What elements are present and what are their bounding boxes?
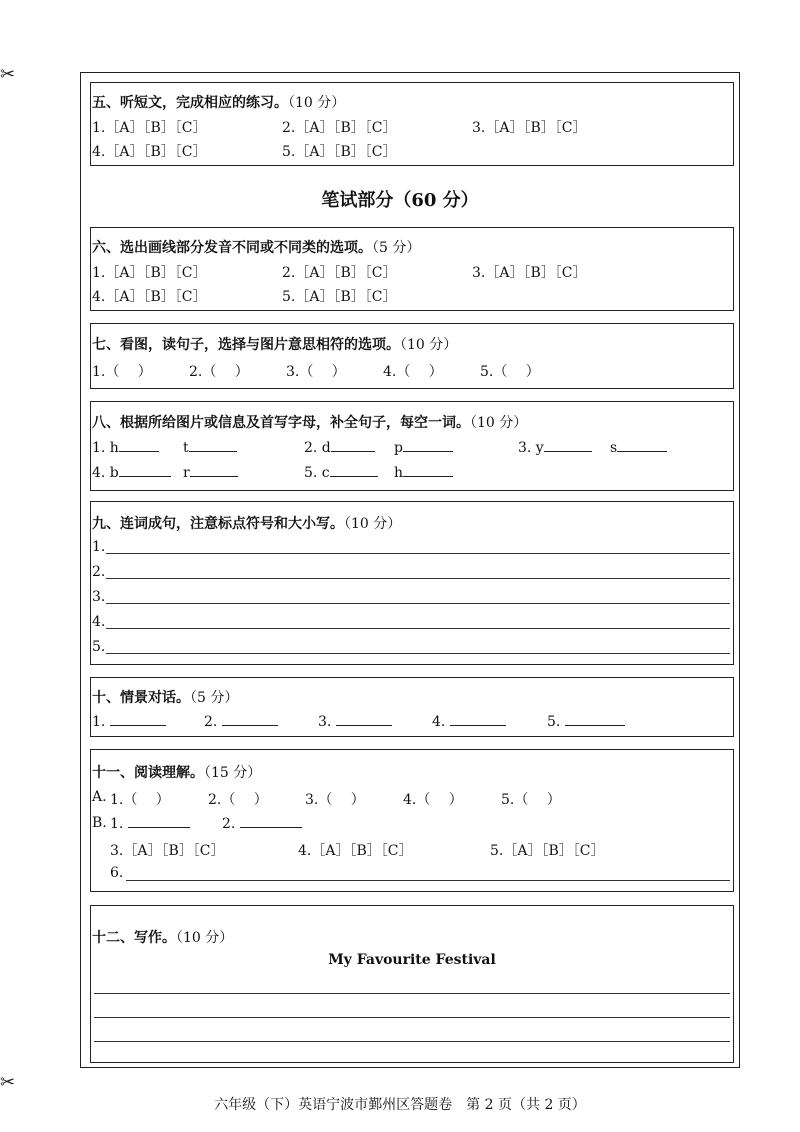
s10-blank-2[interactable]: 2. <box>204 713 278 730</box>
s8-blank-5[interactable]: 3. y <box>518 439 592 456</box>
s10-blank-3[interactable]: 3. <box>318 713 392 730</box>
s10-blank-4[interactable]: 4. <box>432 713 506 730</box>
s11-q6-answer-line[interactable] <box>126 880 730 881</box>
s9-line-label-5: 5. <box>92 639 106 655</box>
s5-item-4[interactable]: 4.［A］［B］［C］ <box>92 144 207 160</box>
s9-line-label-3: 3. <box>92 589 106 605</box>
s5-item-1[interactable]: 1.［A］［B］［C］ <box>92 120 207 136</box>
s9-answer-line-5[interactable] <box>106 653 730 654</box>
s7-item-1[interactable]: 1.（ ） <box>92 364 152 380</box>
s11-a-item-1[interactable]: 1.（ ） <box>110 792 170 808</box>
s7-item-2[interactable]: 2.（ ） <box>189 364 249 380</box>
s9-line-label-2: 2. <box>92 564 106 580</box>
essay-line-1[interactable] <box>94 993 730 994</box>
essay-line-2[interactable] <box>94 1017 730 1018</box>
section-11-title: 十一、阅读理解。（15 分） <box>92 765 262 781</box>
s10-blank-1[interactable]: 1. <box>92 713 166 730</box>
s11-a-item-4[interactable]: 4.（ ） <box>403 792 463 808</box>
s7-item-4[interactable]: 4.（ ） <box>383 364 443 380</box>
s8-blank-8[interactable]: r <box>183 464 238 481</box>
essay-line-3[interactable] <box>94 1041 730 1042</box>
s6-item-5[interactable]: 5.［A］［B］［C］ <box>282 289 397 305</box>
s8-blank-10[interactable]: h <box>394 464 453 481</box>
s11-c-item-5[interactable]: 5.［A］［B］［C］ <box>490 843 605 859</box>
s7-item-5[interactable]: 5.（ ） <box>480 364 540 380</box>
s8-blank-4[interactable]: p <box>394 439 453 456</box>
s9-answer-line-4[interactable] <box>106 628 730 629</box>
s8-blank-7[interactable]: 4. b <box>92 464 171 481</box>
s11-b-blank-2[interactable]: 2. <box>222 815 302 832</box>
section-10-box <box>90 677 734 737</box>
s8-blank-1[interactable]: 1. h <box>92 439 159 456</box>
section-7-title: 七、看图，读句子，选择与图片意思相符的选项。（10 分） <box>92 337 458 353</box>
s8-blank-2[interactable]: t <box>183 439 237 456</box>
s8-blank-3[interactable]: 2. d <box>304 439 375 456</box>
s9-answer-line-1[interactable] <box>106 553 730 554</box>
s5-item-5[interactable]: 5.［A］［B］［C］ <box>282 144 397 160</box>
page-footer: 六年级（下）英语宁波市鄞州区答题卷 第 2 页（共 2 页） <box>214 1097 586 1113</box>
s11-b-label: B. <box>92 815 107 831</box>
essay-title: My Favourite Festival <box>328 952 496 968</box>
s9-line-label-1: 1. <box>92 539 106 555</box>
section-9-title: 九、连词成句，注意标点符号和大小写。（10 分） <box>92 516 402 532</box>
scissors-icon-bottom: ✂ <box>0 1072 16 1093</box>
written-part-title: 笔试部分（60 分） <box>321 190 479 211</box>
s9-line-label-4: 4. <box>92 614 106 630</box>
s10-blank-5[interactable]: 5. <box>547 713 625 730</box>
s11-a-label: A. <box>92 789 107 805</box>
section-6-title: 六、选出画线部分发音不同或不同类的选项。（5 分） <box>92 240 421 256</box>
s5-item-2[interactable]: 2.［A］［B］［C］ <box>282 120 397 136</box>
s5-item-3[interactable]: 3.［A］［B］［C］ <box>472 120 587 136</box>
scissors-icon-top: ✂ <box>0 64 16 85</box>
section-12-title: 十二、写作。（10 分） <box>92 930 234 946</box>
s11-a-item-3[interactable]: 3.（ ） <box>305 792 365 808</box>
s11-a-item-2[interactable]: 2.（ ） <box>208 792 268 808</box>
s7-item-3[interactable]: 3.（ ） <box>286 364 346 380</box>
s6-item-4[interactable]: 4.［A］［B］［C］ <box>92 289 207 305</box>
s6-item-1[interactable]: 1.［A］［B］［C］ <box>92 265 207 281</box>
section-10-title: 十、情景对话。（5 分） <box>92 690 239 706</box>
s8-blank-6[interactable]: s <box>610 439 667 456</box>
s9-answer-line-3[interactable] <box>106 603 730 604</box>
s11-q6-label: 6. <box>110 865 124 881</box>
s9-answer-line-2[interactable] <box>106 578 730 579</box>
s6-item-2[interactable]: 2.［A］［B］［C］ <box>282 265 397 281</box>
s11-c-item-4[interactable]: 4.［A］［B］［C］ <box>298 843 413 859</box>
s6-item-3[interactable]: 3.［A］［B］［C］ <box>472 265 587 281</box>
s11-b-blank-1[interactable]: 1. <box>110 815 190 832</box>
s11-a-item-5[interactable]: 5.（ ） <box>501 792 561 808</box>
s11-c-item-3[interactable]: 3.［A］［B］［C］ <box>110 843 225 859</box>
section-5-title: 五、听短文，完成相应的练习。（10 分） <box>92 95 346 111</box>
section-8-title: 八、根据所给图片或信息及首写字母，补全句子，每空一词。（10 分） <box>92 415 528 431</box>
s8-blank-9[interactable]: 5. c <box>304 464 378 481</box>
